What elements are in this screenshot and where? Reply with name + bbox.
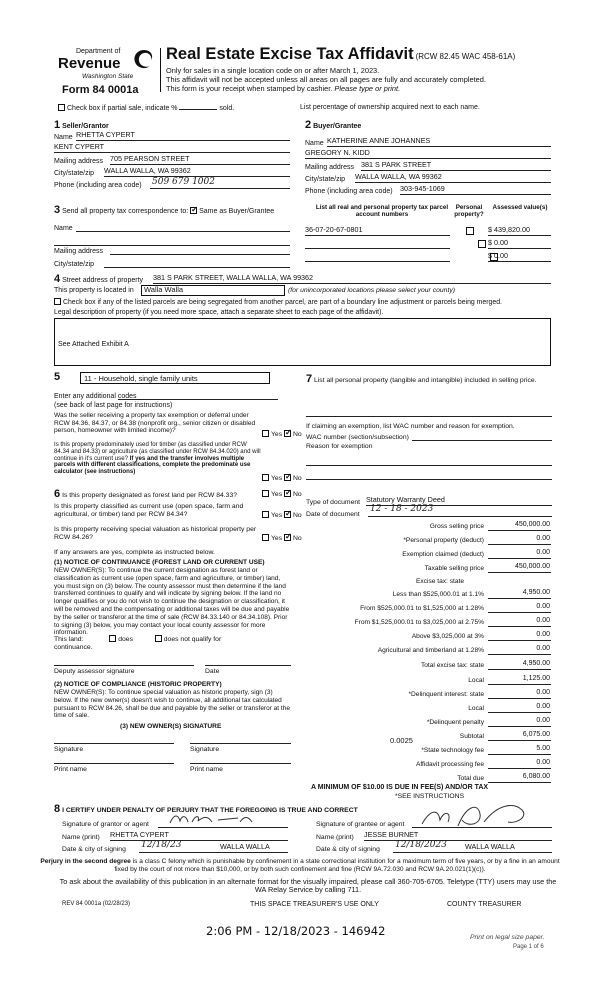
sec6-q1-yes-label: Yes [271, 491, 283, 498]
street-label: Street address of property [62, 277, 144, 284]
dept-line1: Department of [76, 48, 121, 55]
seller-mail[interactable]: 705 PEARSON STREET [110, 155, 290, 165]
buyer-section-title: Buyer/Grantee [313, 123, 362, 130]
sec6-q1: Is this property designated as forest land per RCW 84.33? [62, 492, 238, 499]
grantor-signature-scribble [168, 812, 268, 826]
sec5-q1: Was the seller receiving a property tax exemption or deferral under RCW 84.36, 84.37, or 84.38 (nonprofit org., senior citizen or disabled person, homeowner with limited income)? [54, 412, 256, 435]
sec7-text: List all personal property (tangible and intangible) included in selling price. [314, 377, 537, 384]
tax-row-label: Above $3,025,000 at 3% [411, 633, 484, 640]
perjury-bold: Perjury in the second degree [40, 858, 131, 865]
tax-row-value[interactable]: 0.00 [488, 549, 551, 559]
header-sub3 [166, 85, 400, 94]
grantor-date-label: Date & city of signing [62, 846, 126, 853]
cashier-stamp: 2:06 PM - 12/18/2023 - 146942 [206, 924, 386, 938]
owner-print-1[interactable] [54, 754, 174, 764]
tax-row-value[interactable]: 0.00 [488, 535, 551, 545]
partial-sale-pct-field[interactable] [179, 109, 217, 110]
dept-line3: Washington State [82, 73, 134, 80]
continuance-label: continuance. [54, 644, 93, 651]
sec6-q3: Is this property receiving special valuation as historical property per RCW 84.26? [54, 526, 257, 541]
wac-note: If claiming an exemption, list WAC number and reason for exemption. [306, 423, 515, 430]
seller-city-label: City/state/zip [54, 170, 95, 177]
notice1-title: (1) NOTICE OF CONTINUANCE (FOREST LAND OR CURRENT USE) [54, 559, 265, 566]
tax-row-value[interactable]: 450,000.00 [488, 521, 551, 531]
tax-row-value[interactable]: 0.00 [488, 617, 551, 627]
reason-field-2[interactable] [306, 470, 552, 480]
local-rate-value: 0.0025 [390, 736, 413, 745]
tax-row-label: *Delinquent penalty [426, 719, 484, 726]
located-in-note: (for unincorporated locations please select your county) [288, 287, 455, 294]
seller-mail-label: Mailing address [54, 158, 104, 165]
page-number: Page 1 of 6 [513, 944, 544, 950]
seller-phone[interactable]: 509 679 1002 [150, 177, 290, 189]
tax-row-label: Total excise tax: state [420, 662, 484, 669]
this-land-row [54, 635, 221, 644]
wac-number-field[interactable] [412, 431, 552, 441]
same-as-buyer-checkbox[interactable] [190, 207, 197, 214]
sec6-q3-no-label: No [292, 535, 302, 542]
sec5-q2-answers [262, 474, 302, 483]
tax-row-value[interactable]: 0.00 [488, 603, 551, 613]
alt-format-note: To ask about the availability of this publication in an alternate format for the visually impaired, please call 360-705-6705. Teletype (TTY) users may use the WA Relay Service by calling 711. [59, 877, 557, 895]
tax-row-value[interactable]: 450,000.00 [488, 563, 551, 573]
buyer-mail-label: Mailing address [305, 164, 355, 171]
does-qualify-checkbox[interactable] [109, 635, 116, 642]
partial-sale-label: Check box if partial sale, indicate % [67, 105, 178, 112]
sec5-q2 [54, 442, 262, 476]
perjury-text: is a class C felony which is punishable by confinement in a state correctional institution for a maximum term of five years, or by a fine in an amount fixed by the court of not more than $10,000, or by both such confinement and fine (RCW 9A.72.030 and RCW 9A.20.021(1)(c)). [114, 858, 560, 873]
assessed-col-header: Assessed value(s) [492, 204, 548, 211]
tax-row-value[interactable]: 1,125.00 [488, 675, 551, 685]
seller-phone-label: Phone (including area code) [54, 182, 142, 189]
tax-row-label: From $1,525,000.01 to $3,025,000 at 2.75% [354, 619, 484, 626]
correspondence-title: Send all property tax correspondence to: [62, 208, 189, 215]
sec6-q2-no-label: No [292, 512, 302, 519]
seller-name1[interactable]: RHETTA CYPERT [76, 131, 290, 141]
partial-sale-row [58, 104, 234, 113]
this-land-label: This land: [54, 636, 84, 643]
additional-codes-label: Enter any additional codes [54, 393, 137, 400]
buyer-phone-label: Phone (including area code) [305, 188, 393, 195]
legal-desc-box[interactable] [54, 318, 551, 366]
owner-print-label-2: Print name [190, 766, 223, 773]
grantee-signature-scribble [418, 800, 538, 830]
grantee-name-label: Name (print) [316, 834, 354, 841]
sec6-q1-no-label: No [292, 491, 302, 498]
assessed-value-1[interactable]: $ 439,820.00 [488, 226, 551, 236]
owner-signature-1[interactable] [54, 734, 174, 744]
sec6-q2-yes-label: Yes [271, 512, 283, 519]
doc-type-field[interactable]: Statutory Warranty Deed [366, 496, 552, 506]
tax-row-label: Excise tax: state [415, 578, 464, 585]
deputy-signature-field[interactable] [54, 656, 194, 666]
reason-label: Reason for exemption [306, 443, 373, 450]
tax-row-label: Less than $525,000.01 at 1.1% [392, 591, 484, 598]
partial-sale-checkbox[interactable] [58, 104, 65, 111]
sec5-q2a: Is this property predominately used for timber (as classified under RCW 84.34 and 84.33) or agriculture (as classified under RCW 84.34.020) and will continue in it's current use? [54, 441, 261, 462]
parcel-col-header: List all real and personal property tax parcel account numbers [315, 204, 449, 219]
tax-row-value[interactable]: 0.00 [488, 759, 551, 769]
tax-row-value[interactable]: 5.00 [488, 745, 551, 755]
tax-row-value[interactable]: 4,950.00 [488, 589, 551, 599]
legal-desc-label: Legal description of property (if you need more space, attach a separate sheet to each page of the affidavit). [54, 309, 384, 316]
located-in-select[interactable]: Walla Walla [141, 285, 285, 296]
header-sub2: This affidavit will not be accepted unless all areas on all pages are fully and accurately completed. [166, 75, 486, 84]
tax-row-value[interactable]: 0.00 [488, 703, 551, 713]
notice2-title: (2) NOTICE OF COMPLIANCE (HISTORIC PROPERTY) [54, 681, 222, 688]
doc-date-label: Date of document [306, 511, 360, 518]
segregation-label: Check box if any of the listed parcels are being segregated from another parcel, are part of a boundary line adjustment or parcels being merged. [63, 299, 502, 306]
deputy-signature-label: Deputy assessor signature [54, 668, 135, 675]
grantor-city-field[interactable]: WALLA WALLA [195, 843, 288, 853]
ownership-note: List percentage of ownership acquired next to each name. [300, 104, 480, 111]
sec7-text-row [306, 373, 552, 386]
buyer-name1[interactable]: KATHERINE ANNE JOHANNES [327, 137, 551, 147]
same-as-buyer-label: Same as Buyer/Grantee [199, 208, 275, 215]
grantee-city-field[interactable]: WALLA WALLA [457, 843, 552, 853]
sec6-q1-no-checkbox[interactable] [284, 490, 291, 497]
tax-row-label: Gross selling price [429, 523, 484, 530]
tax-row-value[interactable]: 6,080.00 [488, 773, 551, 783]
correspondence-heading [54, 204, 274, 217]
seller-name2[interactable]: KENT CYPERT [54, 143, 290, 153]
grantor-date-field[interactable]: 12/18/23 [139, 840, 195, 853]
legal-desc-text: See Attached Exhibit A [58, 341, 129, 348]
corr-mail-field[interactable] [110, 245, 290, 255]
buyer-mail[interactable]: 381 S PARK STREET [361, 161, 551, 171]
tax-row-value[interactable]: 0.00 [488, 631, 551, 641]
grantee-name-field[interactable]: JESSE BURNET [364, 831, 552, 841]
grantee-sig-label: Signature of grantee or agent [316, 821, 405, 828]
perjury-note [40, 858, 560, 873]
sec6-q1-row [54, 488, 237, 501]
tax-row-label: From $525,000.01 to $1,525,000 at 1.28% [360, 605, 484, 612]
tax-row-label: Exemption claimed (deduct) [402, 551, 484, 558]
sec6-q2-no-checkbox[interactable] [284, 511, 291, 518]
buyer-name2[interactable]: GREGORY N. KIDD [305, 149, 551, 159]
sec6-q1-answers [262, 490, 302, 499]
reason-field-1[interactable] [306, 456, 552, 466]
dor-logo [58, 48, 158, 106]
sec5-q1-yes-checkbox[interactable] [262, 430, 269, 437]
treasurer-use: THIS SPACE TREASURER'S USE ONLY [250, 901, 379, 908]
assessed-value-2[interactable]: $ 0.00 [488, 239, 551, 249]
sec5-q2-no-label: No [292, 475, 302, 482]
buyer-name-label: Name [305, 140, 324, 147]
street-address[interactable]: 381 S PARK STREET, WALLA WALLA, WA 99362 [153, 274, 551, 284]
see-instructions-note: *SEE INSTRUCTIONS [395, 793, 465, 800]
personal-property-checkbox-2[interactable] [478, 240, 486, 248]
seller-section-number: 1 [54, 119, 61, 131]
tax-row-label: Local [468, 705, 484, 712]
form-title: Real Estate Excise Tax Affidavit [166, 45, 414, 63]
sec5-number: 5 [54, 371, 61, 383]
seller-name-label: Name [54, 134, 73, 141]
tax-row-label: Local [468, 677, 484, 684]
tax-row-value[interactable]: 6,075.00 [488, 731, 551, 741]
sec5-q1-no-label: No [292, 431, 302, 438]
sec5-q1-no-checkbox[interactable] [284, 430, 291, 437]
header-sub3-text: This form is your receipt when stamped by cashier. [166, 84, 333, 93]
sec6-q3-yes-label: Yes [271, 535, 283, 542]
tax-row-value[interactable]: 0.00 [488, 717, 551, 727]
see-back-note: (see back of last page for instructions) [54, 402, 173, 409]
partial-sale-sold: sold. [219, 105, 235, 112]
does-label: does [118, 636, 133, 643]
owner-signature-label-1: Signature [54, 746, 84, 753]
grantee-date-field[interactable]: 12/18/2023 [393, 840, 457, 853]
grantee-date-label: Date & city of signing [316, 846, 380, 853]
tax-row-label: Total due [457, 775, 484, 782]
sec5-q1-answers [262, 430, 302, 439]
tax-row-value[interactable]: 0.00 [488, 645, 551, 655]
sec6-q2-answers [262, 511, 302, 520]
use-code-select[interactable]: 11 - Household, single family units [80, 372, 270, 384]
buyer-heading [305, 119, 361, 132]
grantor-signature-field[interactable] [158, 812, 288, 828]
doc-date-field[interactable]: 12 - 18 - 2023 [368, 504, 552, 517]
form-title-block [166, 45, 586, 64]
deputy-date-label: Date [205, 668, 220, 675]
tax-row-label: Subtotal [459, 733, 484, 740]
header-sub1: Only for sales in a single location code on or after March 1, 2023. [166, 66, 380, 75]
parcel-number-2[interactable] [305, 239, 450, 249]
minimum-due-note: A MINIMUM OF $10.00 IS DUE IN FEE(S) AND/OR TAX [311, 784, 489, 791]
tax-row-label: *State technology fee [421, 747, 484, 754]
sec5-q1-yes-label: Yes [271, 431, 283, 438]
corr-name-label: Name [54, 225, 73, 232]
street-heading [54, 273, 143, 286]
sec6-q1-yes-checkbox[interactable] [262, 490, 269, 497]
segregation-row [54, 298, 554, 307]
rev-number: REV 84 0001a (02/28/23) [62, 901, 131, 907]
seller-section-title: Seller/Grantor [62, 123, 109, 130]
dor-swirl-icon [132, 48, 156, 72]
sec5-q2b: If yes and the transfer involves multiple parcels with different classifications, complete the predominate use calculator (see instructions) [54, 454, 251, 476]
parcel-number-1[interactable]: 36-07-20-67-0801 [305, 226, 450, 236]
sec6-number: 6 [54, 488, 61, 500]
does-not-qualify-checkbox[interactable] [155, 635, 162, 642]
notice2-text: NEW OWNER(S): To continue special valuation as historic property, sign (3) below. If the new owner(s) doesn't wish to continue, all additional tax calculated pursuant to RCW 84.26, shall be due and payable by the seller or transferor at the time of sale. [54, 689, 290, 720]
header-divider [160, 48, 161, 92]
tax-row-label: *Personal property (deduct) [403, 537, 484, 544]
corr-name-field[interactable] [76, 222, 290, 232]
correspondence-section-number: 3 [54, 204, 61, 216]
grantor-name-label: Name (print) [62, 834, 100, 841]
parcel-number-3[interactable] [305, 252, 450, 262]
sec6-q2-yes-checkbox[interactable] [262, 511, 269, 518]
tax-row-label: *Delinquent interest: state [408, 691, 484, 698]
grantor-sig-label: Signature of grantor or agent [62, 821, 149, 828]
sec6-q2: Is this property classified as current use (open space, farm and agricultural, or timber) land per RCW 84.34? [54, 503, 244, 518]
additional-codes-field[interactable] [118, 390, 278, 400]
personal-col-header: Personal property? [454, 204, 484, 219]
street-section-number: 4 [54, 273, 61, 285]
corr-mail-label: Mailing address [54, 248, 104, 255]
sec6-if-any: If any answers are yes, complete as instructed below. [54, 549, 215, 556]
form-title-ref: (RCW 82.45 WAC 458-61A) [415, 52, 516, 61]
grantee-signature-field[interactable] [412, 812, 552, 828]
assessed-value-3[interactable]: $ 0.00 [488, 252, 551, 262]
does-not-label: does not qualify for [163, 636, 222, 643]
corr-city-field[interactable] [104, 258, 290, 268]
corr-city-label: City/state/zip [54, 261, 95, 268]
tax-row-value[interactable]: 4,950.00 [488, 660, 551, 670]
located-in-label: This property is located in [54, 287, 134, 294]
county-treasurer: COUNTY TREASURER [447, 901, 522, 908]
grantor-name-field[interactable]: RHETTA CYPERT [110, 831, 288, 841]
sec5-q2-yes-checkbox[interactable] [262, 474, 269, 481]
header-sub3-italic: Please type or print. [334, 84, 401, 93]
wac-number-label: WAC number (section/subsection) [306, 434, 409, 441]
sec7-number: 7 [306, 373, 313, 385]
form-number: Form 84 0001a [62, 84, 139, 96]
sec5-q2-no-checkbox[interactable] [284, 474, 291, 481]
dept-line2: Revenue [58, 55, 121, 72]
owner-signature-label-2: Signature [190, 746, 220, 753]
buyer-section-number: 2 [305, 119, 312, 131]
notice1-text: NEW OWNER(S): To continue the current designation as forest land or classification as current use (open space, farm and agriculture, or timber) land, you must sign on (3) below. The county assessor must then determine if the land transferred continues to qualify and will indicate by signing below. If the land no longer qualifies or you do not wish to continue the designation or classification, it will be removed and the compensating or additional taxes will be due and payable by the seller or transferor at the time of sale (RCW 84.33.140 or 84.34.108). Prior to signing (3) below, you may contact your local county assessor for more information. [54, 567, 290, 637]
tax-row-label: Agricultural and timberland at 1.28% [377, 647, 484, 654]
segregation-checkbox[interactable] [54, 298, 61, 305]
tax-row-label: Affidavit processing fee [415, 761, 484, 768]
buyer-city-label: City/state/zip [305, 176, 346, 183]
buyer-city[interactable]: WALLA WALLA, WA 99362 [355, 173, 551, 183]
tax-row-label: Taxable selling price [424, 565, 484, 572]
seller-city[interactable]: WALLA WALLA, WA 99362 [104, 167, 290, 177]
notice3-title: (3) NEW OWNER(S) SIGNATURE [120, 723, 222, 730]
personal-property-field[interactable] [306, 407, 552, 417]
owner-print-label-1: Print name [54, 766, 87, 773]
certify-text: I CERTIFY UNDER PENALTY OF PERJURY THAT THE FOREGOING IS TRUE AND CORRECT [62, 807, 358, 814]
buyer-phone[interactable]: 303-945-1069 [400, 185, 551, 195]
tax-row-value[interactable]: 0.00 [488, 689, 551, 699]
legal-size-note: Print on legal size paper. [470, 934, 545, 941]
sec5-q2-yes-label: Yes [271, 475, 283, 482]
personal-property-checkbox-1[interactable] [466, 227, 474, 235]
doc-type-label: Type of document [306, 499, 361, 506]
sec8-number: 8 [54, 803, 61, 815]
